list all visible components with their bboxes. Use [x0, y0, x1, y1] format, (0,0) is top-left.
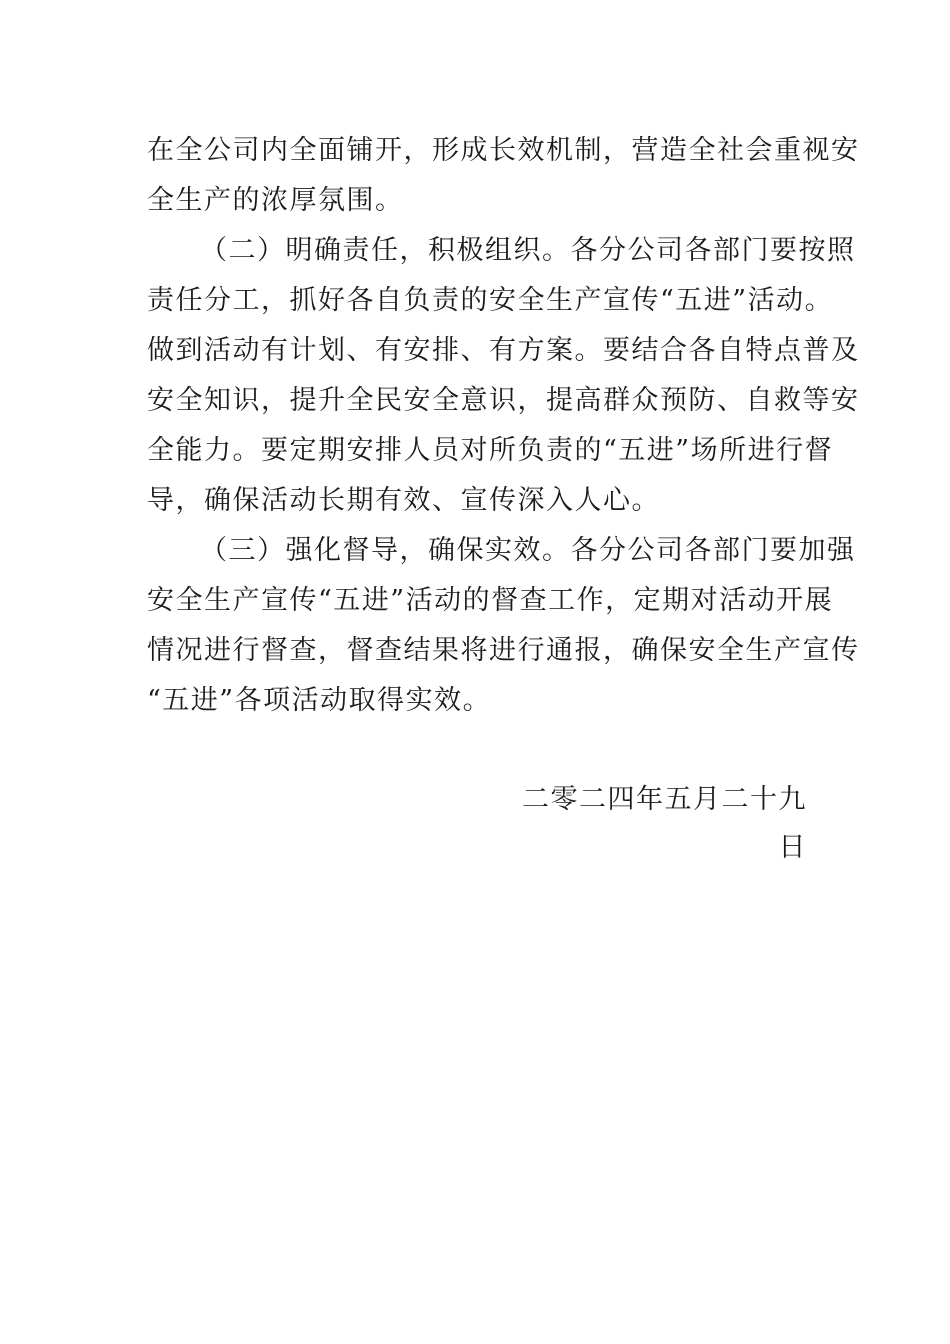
section-heading-line: （三）强化督导，确保实效。各分公司各部门要加强 [200, 535, 856, 566]
body-text-line: “五进”各项活动取得实效。 [147, 685, 492, 716]
body-text-line: 情况进行督查，督查结果将进行通报，确保安全生产宣传 [147, 635, 860, 666]
body-text-line: 导，确保活动长期有效、宣传深入人心。 [147, 485, 660, 516]
signature-date-continued: 日 [778, 832, 807, 863]
section-heading-line: （二）明确责任，积极组织。各分公司各部门要按照 [200, 235, 856, 266]
body-text-line: 责任分工，抓好各自负责的安全生产宣传“五进”活动。 [147, 285, 834, 316]
body-text-line: 安全生产宣传“五进”活动的督查工作，定期对活动开展 [147, 585, 834, 616]
body-text-line: 安全知识，提升全民安全意识，提高群众预防、自救等安 [147, 385, 860, 416]
signature-date: 二零二四年五月二十九 [522, 784, 807, 815]
body-text-line: 做到活动有计划、有安排、有方案。要结合各自特点普及 [147, 335, 860, 366]
body-text-line: 在全公司内全面铺开，形成长效机制，营造全社会重视安 [147, 135, 860, 166]
body-text-line: 全生产的浓厚氛围。 [147, 185, 404, 216]
body-text-line: 全能力。要定期安排人员对所负责的“五进”场所进行督 [147, 435, 834, 466]
